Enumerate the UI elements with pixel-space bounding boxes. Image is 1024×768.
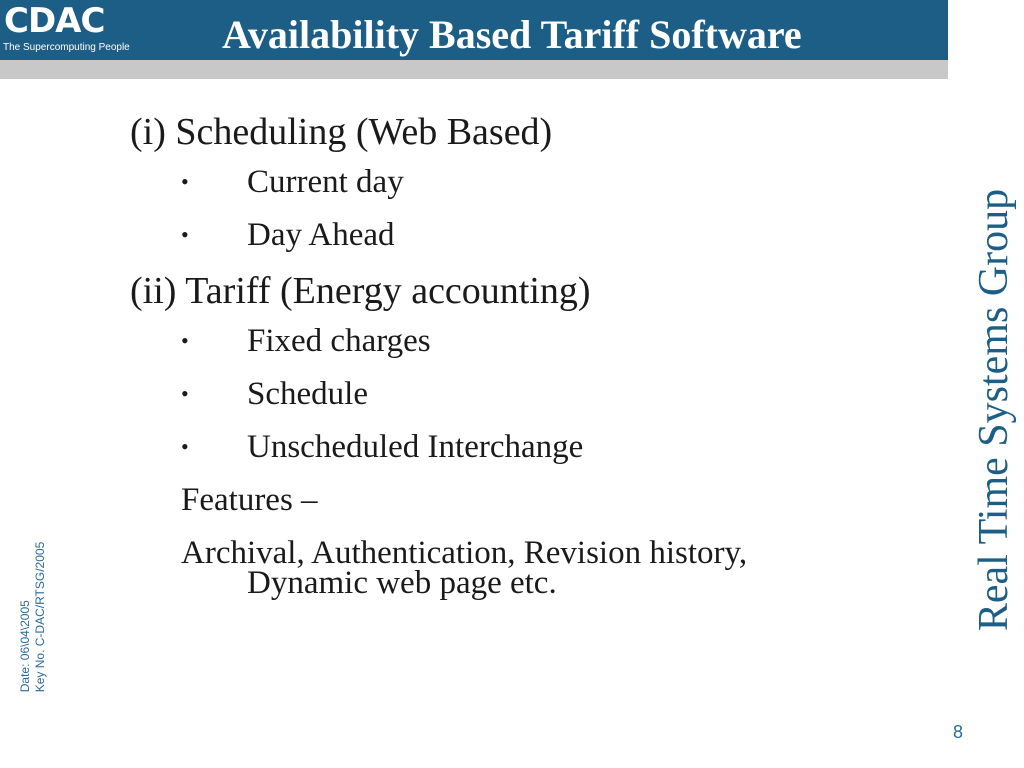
bullet-icon: • [181, 328, 189, 353]
bullet-label: Schedule [247, 376, 368, 412]
bullet-item [130, 375, 910, 413]
bullet-label: Day Ahead [247, 217, 395, 253]
slide-title: Availability Based Tariff Software [222, 12, 802, 57]
page-number: 8 [953, 722, 964, 742]
bullet-icon: • [181, 434, 189, 459]
bullet-icon: • [181, 222, 189, 247]
bullet-label: Unscheduled Interchange [247, 429, 584, 465]
bullet-label: Fixed charges [247, 323, 431, 359]
section-heading-tariff: (ii) Tariff (Energy accounting) [130, 270, 591, 312]
logo-wordmark: CDAC [4, 1, 105, 41]
bullet-item [130, 428, 910, 466]
bullet-icon: • [181, 169, 189, 194]
bullet-label: Current day [247, 164, 404, 200]
date-label: Date: 06\04\2005 [18, 600, 32, 693]
bullet-item [130, 163, 910, 201]
features-line: Archival, Authentication, Revision history, [181, 535, 748, 571]
group-name-vertical: Real Time Systems Group [971, 188, 1017, 632]
header-bar [0, 0, 948, 60]
section-heading-scheduling: (i) Scheduling (Web Based) [130, 111, 553, 153]
features-label: Features – [181, 482, 318, 518]
bullet-item [130, 322, 910, 360]
bullet-icon: • [181, 381, 189, 406]
logo-tagline: The Supercomputing People [3, 42, 130, 53]
bullet-item [130, 216, 910, 254]
cdac-logo [0, 0, 150, 60]
slide-meta-vertical [18, 542, 48, 693]
key-number-label: Key No. C-DAC/RTSG/2005 [33, 541, 47, 693]
header-divider-strip [0, 60, 948, 79]
features-line-continued: Dynamic web page etc. [247, 565, 557, 601]
slide-content [130, 110, 910, 617]
